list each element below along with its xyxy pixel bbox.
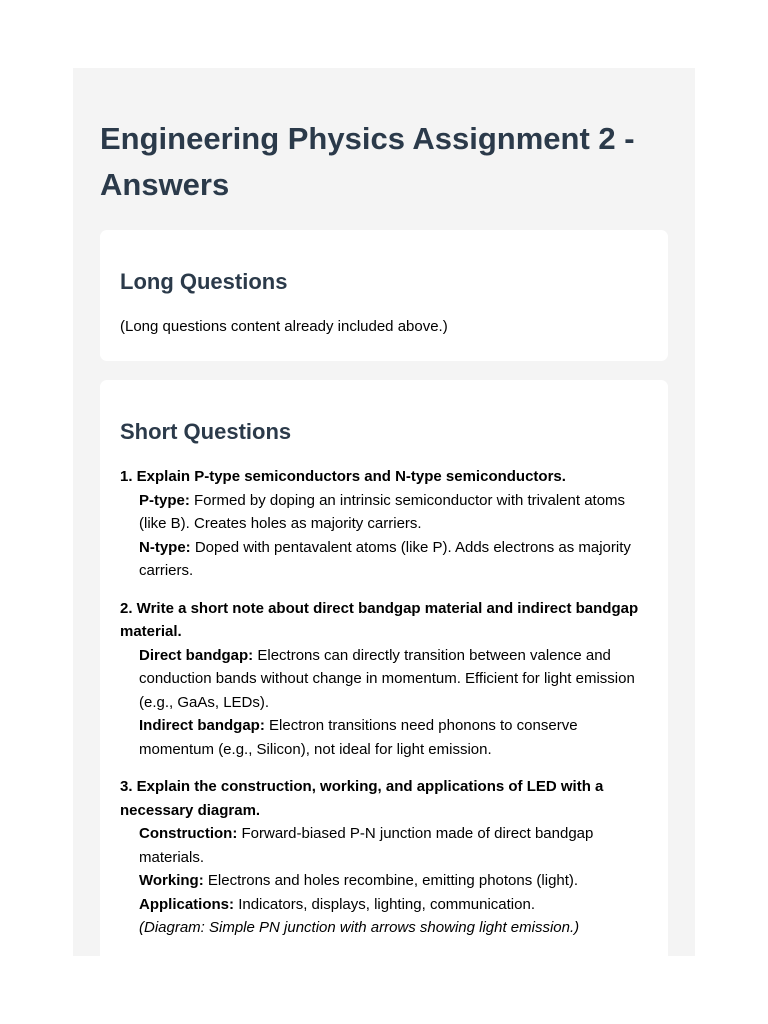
question-text: 3. Explain the construction, working, and applications of LED with a necessary diagram. (120, 778, 604, 819)
answer-term: Direct bandgap: (139, 646, 254, 664)
question-item-3 (120, 775, 648, 940)
answer-line (120, 714, 648, 761)
answer-term: Applications: (139, 895, 235, 913)
short-questions-heading: Short Questions (120, 419, 292, 444)
question-text: 1. Explain P-type semiconductors and N-type semiconductors. (120, 468, 566, 485)
short-questions-card (100, 380, 668, 956)
answer-term: Construction: (139, 825, 238, 842)
question-item-1 (120, 465, 648, 583)
answer-term: Working: (139, 872, 204, 889)
answer-text: Formed by doping an intrinsic semiconductor with trivalent atoms (like B). Creates holes as majority carriers. (139, 491, 626, 532)
diagram-note: (Diagram: Simple PN junction with arrows showing light emission.) (139, 919, 580, 936)
answer-text: Electrons and holes recombine, emitting photons (light). (207, 872, 579, 889)
answer-line (120, 644, 648, 715)
page-title: Engineering Physics Assignment 2 - Answers (100, 121, 635, 202)
question-list (120, 465, 648, 940)
long-questions-heading: Long Questions (120, 269, 288, 294)
long-questions-card (100, 230, 668, 361)
answer-text: Forward-biased P-N junction made of direct bandgap materials. (139, 825, 594, 866)
answer-text: Electron transitions need phonons to conserve momentum (e.g., Silicon), not ideal for light emission. (139, 717, 578, 758)
answer-line (120, 893, 648, 917)
answer-term: Indirect bandgap: (139, 717, 265, 734)
answer-text: Electrons can directly transition between valence and conduction bands without change in momentum. Efficient for light emission (e.g., GaAs, LEDs). (139, 646, 635, 711)
answer-line (120, 869, 648, 893)
long-questions-text: (Long questions content already included above.) (120, 318, 448, 335)
answer-text: Doped with pentavalent atoms (like P). Adds electrons as majority carriers. (139, 538, 631, 579)
question-text: 2. Write a short note about direct bandgap material and indirect bandgap material. (120, 599, 639, 640)
answer-text: Indicators, displays, lighting, communication. (238, 895, 535, 913)
answer-line (120, 822, 648, 869)
answer-term: N-type: (139, 538, 191, 556)
answer-term: P-type: (139, 491, 190, 509)
question-item-2 (120, 597, 648, 762)
answer-line (120, 489, 648, 536)
document-page (73, 68, 695, 956)
answer-line (120, 536, 648, 583)
